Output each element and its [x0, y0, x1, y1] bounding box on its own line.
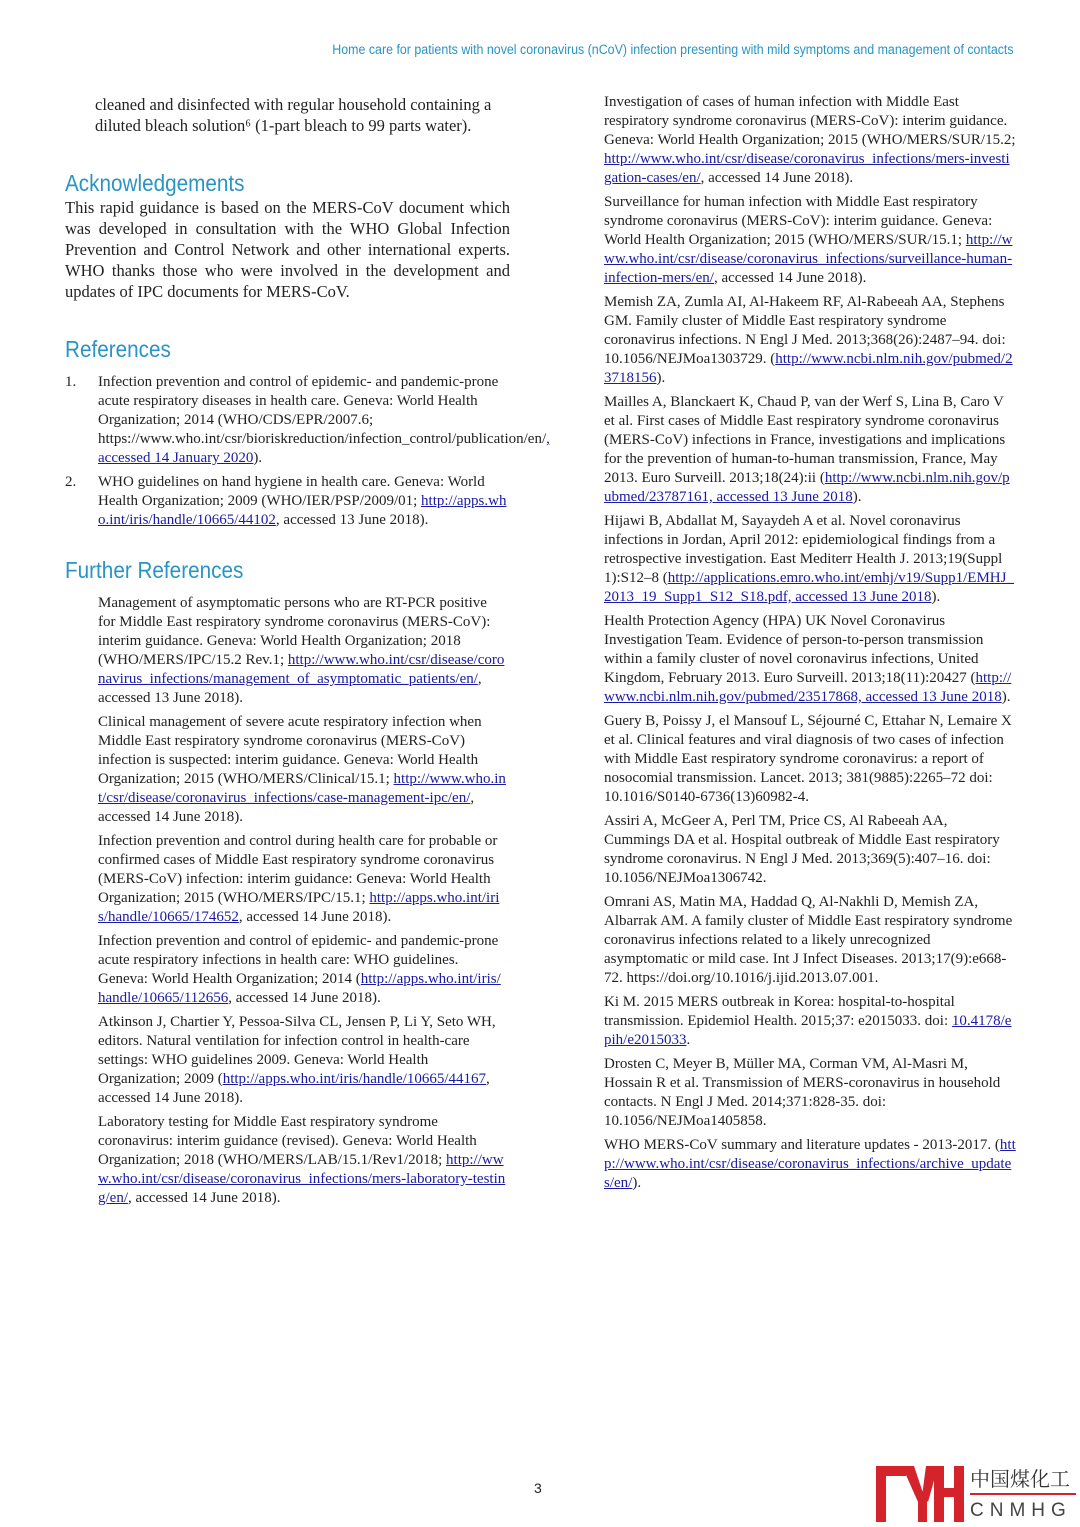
reference-text: Infection prevention and control during health care for probable or confirmed cases of Middle East respiratory syndrome coronavirus (MERS-CoV) infection: interim guidance: Geneva: World Health Organization; 2015 (WHO/MERS/IPC/15.1;: [98, 833, 498, 906]
reference-item: [604, 293, 1016, 388]
reference-number: 1.: [65, 374, 77, 390]
reference-text-end: ).: [1001, 689, 1011, 705]
reference-item: [98, 373, 550, 468]
cnmhg-logo: [872, 1462, 1080, 1524]
reference-item: [98, 473, 508, 530]
reference-link[interactable]: http://apps.who.int/iris/handle/10665/112656: [98, 971, 501, 1006]
acknowledgements-text: This rapid guidance is based on the MERS-CoV document which was developed in consultation with the WHO Global Infection Prevention and Control Network and other international experts. WHO thanks those who were involved in the development and updates of IPC documents for MERS-CoV.: [65, 198, 510, 301]
reference-item: [604, 612, 1016, 707]
reference-link[interactable]: http://www.who.int/csr/disease/coronavirus_infections/surveillance-human-infection-mers/en/: [604, 232, 1013, 286]
left-column: [65, 94, 550, 1213]
reference-link[interactable]: 10.4178/epih/e2015033: [604, 1013, 1012, 1048]
reference-text: Surveillance for human infection with Middle East respiratory syndrome coronavirus (MERS-CoV): interim guidance. Geneva: World Health Organization; 2015 (WHO/MERS/SUR/15.1;: [604, 194, 993, 248]
reference-text: Assiri A, McGeer A, Perl TM, Price CS, Al Rabeeah AA, Cummings DA et al. Hospital outbreak of Middle East respiratory syndrome coronavirus. N Engl J Med. 2013;369(5):407–16. doi: 10.1056/NEJMoa1306742.: [604, 813, 1000, 886]
running-header: Home care for patients with novel coronavirus (nCoV) infection presenting with mild symptoms and management of contacts: [332, 42, 1014, 57]
reference-link[interactable]: http://apps.who.int/iris/handle/10665/174652: [98, 890, 500, 925]
page-number: 3: [534, 1480, 542, 1496]
reference-text: Infection prevention and control of epidemic- and pandemic-prone acute respiratory infections in health care: WHO guidelines. Geneva: World Health Organization; 2014 (: [98, 933, 499, 987]
reference-text-end: , accessed 14 June 2018).: [228, 990, 381, 1006]
reference-text-end: , accessed 14 June 2018).: [98, 1071, 490, 1106]
reference-link[interactable]: http://www.who.int/csr/disease/coronavirus_infections/archive_updates/en/: [604, 1137, 1016, 1191]
reference-link[interactable]: , accessed 14 January 2020: [98, 431, 550, 466]
reference-link[interactable]: http://apps.who.int/iris/handle/10665/44102: [98, 493, 507, 528]
numbered-reference: [65, 473, 510, 535]
reference-item: [98, 713, 508, 827]
reference-text-end: ).: [656, 370, 666, 386]
reference-text: Drosten C, Meyer B, Müller MA, Corman VM, Al-Masri M, Hossain R et al. Transmission of MERS-coronavirus in household contacts. N Engl J Med. 2014;371:828-35. doi: 10.1056/NEJMoa1405858.: [604, 1056, 1001, 1129]
intro-text: cleaned and disinfected with regular household containing a diluted bleach solution⁶ (1-part bleach to 99 parts water).: [95, 95, 492, 135]
reference-text-end: , accessed 13 June 2018).: [275, 512, 429, 528]
reference-link[interactable]: http://applications.emro.who.int/emhj/v19/Supp1/EMHJ_2013_19_Supp1_S12_S18.pdf, accessed 13 June 2018: [604, 570, 1014, 605]
reference-link[interactable]: http://www.ncbi.nlm.nih.gov/pubmed/23787161, accessed 13 June 2018: [604, 470, 1010, 505]
further-references-left: [65, 594, 508, 1208]
reference-text: Mailles A, Blanckaert K, Chaud P, van der Werf S, Lina B, Caro V et al. First cases of Middle East respiratory syndrome coronavirus (MERS-CoV) infections in France, investigations and implications for the prevention of human-to-human transmission, France, May 2013. Euro Surveill. 2013;18(24):ii (: [604, 394, 1006, 486]
reference-text-end: , accessed 14 June 2018).: [238, 909, 392, 925]
reference-number: 2.: [65, 474, 77, 490]
reference-text-end: , accessed 14 June 2018).: [98, 790, 475, 825]
reference-item: [98, 1113, 508, 1208]
reference-item: [604, 812, 1016, 888]
reference-text-end: .: [686, 1032, 691, 1048]
reference-text: Memish ZA, Zumla AI, Al-Hakeem RF, Al-Rabeeah AA, Stephens GM. Family cluster of Middle East respiratory syndrome coronavirus infections. N Engl J Med. 2013;368(26):2487–94. doi: 10.1056/NEJMoa1303729. (: [604, 294, 1006, 367]
reference-link[interactable]: http://www.who.int/csr/disease/coronavirus_infections/mers-laboratory-testing/en/: [98, 1152, 506, 1206]
reference-link[interactable]: http://www.who.int/csr/disease/coronavirus_infections/mers-investigation-cases/en/: [604, 151, 1010, 186]
reference-item: [98, 832, 508, 927]
reference-text: Omrani AS, Matin MA, Haddad Q, Al-Nakhli D, Memish ZA, Albarrak AM. A family cluster of Middle East respiratory syndrome coronavirus infections related to a likely unrecognized asymptomatic or mild case. Int J Infect Diseases. 2013;17(9):e668-72. https://doi.org/10.1016/j.ijid.2013.07.001.: [604, 894, 1013, 986]
reference-link[interactable]: http://www.who.int/csr/disease/coronavirus_infections/case-management-ipc/en/: [98, 771, 506, 806]
reference-text: Laboratory testing for Middle East respiratory syndrome coronavirus: interim guidance (revised). Geneva: World Health Organization; 2018 (WHO/MERS/LAB/15.1/Rev1/2018;: [98, 1114, 477, 1168]
reference-item: [98, 1013, 508, 1108]
reference-link[interactable]: http://www.ncbi.nlm.nih.gov/pubmed/23517868, accessed 13 June 2018: [604, 670, 1012, 705]
reference-item: [604, 93, 1016, 188]
reference-item: [98, 594, 508, 708]
further-references-heading: Further References: [65, 557, 244, 583]
reference-item: [604, 193, 1016, 288]
reference-text-end: , accessed 14 June 2018).: [128, 1190, 281, 1206]
reference-text: Atkinson J, Chartier Y, Pessoa-Silva CL, Jensen P, Li Y, Seto WH, editors. Natural ventilation for infection control in health-care settings: WHO guidelines 2009. Geneva: World Health Organization; 2009 (: [98, 1014, 496, 1087]
references-heading: References: [65, 336, 171, 362]
logo-en-text: CNMHG: [970, 1500, 1072, 1521]
reference-text: Guery B, Poissy J, el Mansouf L, Séjourné C, Ettahar N, Lemaire X et al. Clinical features and viral diagnosis of two cases of infection with Middle East respiratory syndrome coronavirus: a report of nosocomial transmission. Lancet. 2013; 381(9885):2265–72 doi: 10.1016/S0140-6736(13)60982-4.: [604, 713, 1012, 805]
reference-text-end: ).: [852, 489, 862, 505]
reference-item: [604, 893, 1016, 988]
reference-text: Investigation of cases of human infection with Middle East respiratory syndrome coronavirus (MERS-CoV): interim guidance. Geneva: World Health Organization; 2015 (WHO/MERS/SUR/15.2;: [604, 94, 1016, 148]
reference-text-end: , accessed 13 June 2018).: [98, 671, 482, 706]
reference-text: Ki M. 2015 MERS outbreak in Korea: hospital-to-hospital transmission. Epidemiol Health. 2015;37: e2015033. doi:: [604, 994, 955, 1029]
reference-item: [98, 932, 508, 1008]
reference-item: [604, 712, 1016, 807]
reference-item: [604, 1055, 1016, 1131]
reference-text: WHO guidelines on hand hygiene in health care. Geneva: World Health Organization; 2009 (WHO/IER/PSP/2009/01;: [98, 474, 485, 509]
reference-link[interactable]: http://www.ncbi.nlm.nih.gov/pubmed/23718156: [604, 351, 1013, 386]
reference-text-end: , accessed 14 June 2018).: [700, 170, 854, 186]
acknowledgements-heading: Acknowledgements: [65, 170, 245, 196]
reference-text-end: , accessed 14 June 2018).: [713, 270, 867, 286]
logo-cn-text: 中国煤化工: [970, 1467, 1070, 1491]
numbered-reference: [65, 373, 550, 473]
reference-text: Management of asymptomatic persons who are RT-PCR positive for Middle East respiratory syndrome coronavirus (MERS-CoV): interim guidance. Geneva: World Health Organization; 2018 (WHO/MERS/IPC/15.2 Rev.1;: [98, 595, 491, 668]
reference-link[interactable]: http://apps.who.int/iris/handle/10665/44167: [222, 1071, 487, 1087]
reference-item: [604, 1136, 1016, 1193]
reference-item: [604, 393, 1016, 507]
further-references-right: [604, 93, 1016, 1198]
reference-text: Hijawi B, Abdallat M, Sayaydeh A et al. Novel coronavirus infections in Jordan, April 2012: epidemiological findings from a retrospective investigation. East Mediterr Health J. 2013;19(Suppl 1):S12–8 (: [604, 513, 1003, 586]
reference-text-end: ).: [253, 450, 263, 466]
reference-text: Clinical management of severe acute respiratory infection when Middle East respiratory syndrome coronavirus (MERS-CoV) infection is suspected: interim guidance. Geneva: World Health Organization; 2015 (WHO/MERS/Clinical/15.1;: [98, 714, 482, 787]
references-list: [65, 373, 550, 535]
reference-text-end: ).: [931, 589, 941, 605]
reference-link[interactable]: http://www.who.int/csr/disease/coronavirus_infections/management_of_asymptomatic_patients/en/: [98, 652, 505, 687]
reference-text: Infection prevention and control of epidemic- and pandemic-prone acute respiratory diseases in health care. Geneva: World Health Organization; 2014 (WHO/CDS/EPR/2007.6; https://www.who.int/csr/bioriskreduction/infection_control/publication/en/: [98, 374, 547, 447]
reference-text: WHO MERS-CoV summary and literature updates - 2013-2017. (: [604, 1137, 1000, 1153]
reference-item: [604, 993, 1016, 1050]
reference-text-end: ).: [632, 1175, 642, 1191]
reference-text: Health Protection Agency (HPA) UK Novel Coronavirus Investigation Team. Evidence of person-to-person transmission within a family cluster of novel coronavirus infections, United Kingdom, February 2013. Euro Surveill. 2013;18(11):20427 (: [604, 613, 984, 686]
reference-item: [604, 512, 1016, 607]
